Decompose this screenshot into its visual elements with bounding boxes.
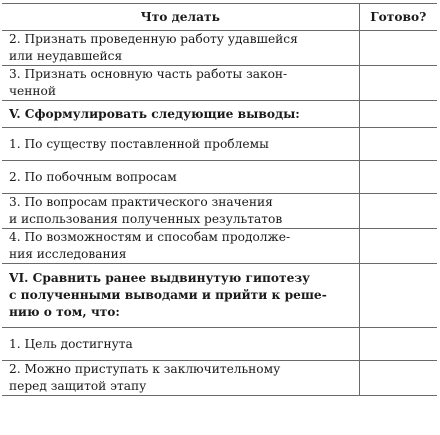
task-cell (2, 161, 359, 194)
table-row (2, 361, 437, 396)
task-cell (2, 66, 359, 101)
column-header-task: Что делать (2, 4, 359, 31)
table-row (2, 128, 437, 161)
table-header-row (2, 4, 437, 31)
task-text-line: 3. По вопросам практического значения (9, 195, 273, 209)
table-row (2, 194, 437, 229)
table-row (2, 229, 437, 264)
task-text-line: перед защитой этапу (9, 379, 147, 393)
done-cell[interactable] (359, 229, 437, 264)
section-heading-cell (2, 101, 359, 128)
task-text-line: ченной (9, 84, 56, 98)
task-text-line: 1. По существу поставленной проблемы (9, 136, 269, 151)
task-cell (2, 229, 359, 264)
column-header-done: Готово? (359, 4, 437, 31)
section-heading-text: нию о том, что: (9, 305, 120, 319)
task-text-line: ния исследования (9, 247, 127, 261)
task-cell (2, 328, 359, 361)
done-cell[interactable] (359, 66, 437, 101)
table-row (2, 328, 437, 361)
table-row (2, 161, 437, 194)
done-cell[interactable] (359, 194, 437, 229)
task-cell (2, 31, 359, 66)
task-text-line: или неудавшейся (9, 49, 123, 63)
task-cell (2, 194, 359, 229)
done-cell[interactable] (359, 328, 437, 361)
done-cell[interactable] (359, 161, 437, 194)
task-cell (2, 128, 359, 161)
task-text-line: и использования полученных результатов (9, 212, 283, 226)
done-cell[interactable] (359, 361, 437, 396)
task-text-line: 3. Признать основную часть работы закон- (9, 67, 288, 81)
section-heading-cell (2, 264, 359, 328)
task-text-line: 2. По побочным вопросам (9, 169, 177, 184)
section-heading-text: с полученными выводами и прийти к реше- (9, 288, 327, 302)
done-cell[interactable] (359, 264, 437, 328)
table-row (2, 101, 437, 128)
table-row (2, 66, 437, 101)
section-heading-text: VI. Сравнить ранее выдвинутую гипотезу (9, 271, 310, 285)
table-row (2, 264, 437, 328)
task-cell (2, 361, 359, 396)
section-heading-text: V. Сформулировать следующие выводы: (9, 106, 300, 121)
done-cell[interactable] (359, 101, 437, 128)
task-text-line: 2. Признать проведенную работу удавшейся (9, 32, 298, 46)
task-text-line: 1. Цель достигнута (9, 336, 133, 351)
done-cell[interactable] (359, 128, 437, 161)
table-row (2, 31, 437, 66)
done-cell[interactable] (359, 31, 437, 66)
task-text-line: 4. По возможностям и способам продолже- (9, 230, 291, 244)
checklist-table (2, 3, 437, 396)
task-text-line: 2. Можно приступать к заключительному (9, 362, 281, 376)
